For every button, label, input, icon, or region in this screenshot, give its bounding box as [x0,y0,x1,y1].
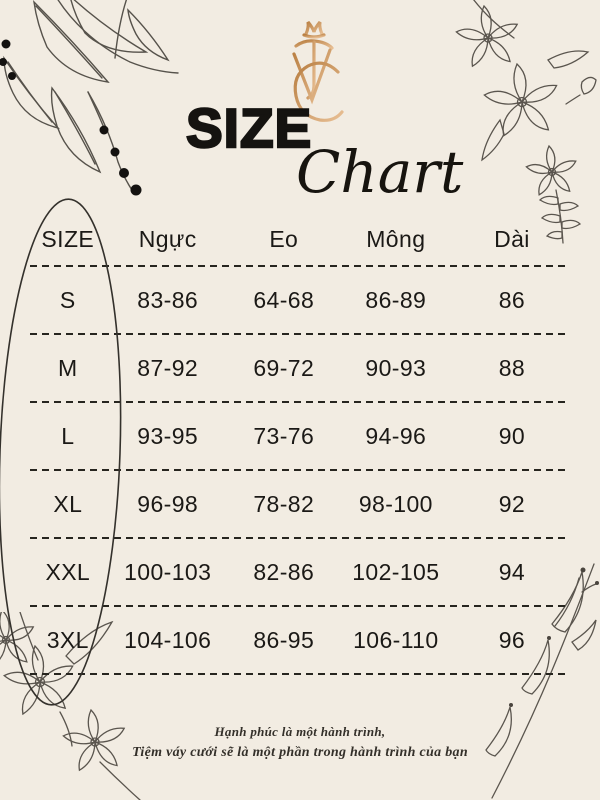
cell-waist: 82-86 [253,558,315,585]
cell-bust: 87-92 [137,354,199,381]
cell-size: XXL [45,558,91,585]
cell-size: XL [53,490,83,517]
cell-hip: 98-100 [358,490,433,517]
cell-waist: 73-76 [253,422,315,449]
cell-bust: 96-98 [137,490,199,517]
cell-waist: 64-68 [253,286,315,313]
cell-bust: 104-106 [124,626,212,653]
page-title-size: SIZE [186,97,313,159]
cell-hip: 102-105 [352,558,440,585]
column-header-hip: Mông [366,225,426,252]
flower-cluster-top-icon [430,0,600,245]
cell-bust: 83-86 [137,286,199,313]
leaf-branch-berries-icon [0,0,190,215]
cell-waist: 86-95 [253,626,315,653]
cell-length: 92 [498,490,526,517]
cell-length: 90 [498,422,526,449]
cell-hip: 86-89 [365,286,427,313]
column-header-length: Dài [494,225,530,252]
table-row-m [30,335,570,401]
dashed-divider [30,673,570,675]
cell-hip: 94-96 [365,422,427,449]
cell-length: 86 [498,286,526,313]
table-header-row [30,213,570,265]
cell-hip: 90-93 [365,354,427,381]
cell-bust: 100-103 [124,558,212,585]
table-row-l [30,403,570,469]
cell-size: L [61,422,75,449]
column-header-size: SIZE [41,225,95,252]
footer-line-2: Tiệm váy cưới sẽ là một phần trong hành trình của bạn [132,745,468,760]
size-table [30,213,570,675]
column-header-waist: Eo [269,225,299,252]
cell-bust: 93-95 [137,422,199,449]
table-row-xxl [30,539,570,605]
cell-waist: 69-72 [253,354,315,381]
table-row-s [30,267,570,333]
cell-length: 94 [498,558,526,585]
page-title-chart: Chart [296,138,464,206]
cell-size: S [59,286,76,313]
column-header-bust: Ngực [138,225,197,252]
cell-size: M [58,354,78,381]
table-row-3xl [30,607,570,673]
cell-size: 3XL [46,626,89,653]
cell-hip: 106-110 [353,626,439,653]
table-row-xl [30,471,570,537]
cell-length: 96 [498,626,526,653]
cell-length: 88 [498,354,526,381]
footer-quote [0,724,600,761]
cell-waist: 78-82 [253,490,315,517]
footer-line-1: Hạnh phúc là một hành trình, [214,724,386,739]
